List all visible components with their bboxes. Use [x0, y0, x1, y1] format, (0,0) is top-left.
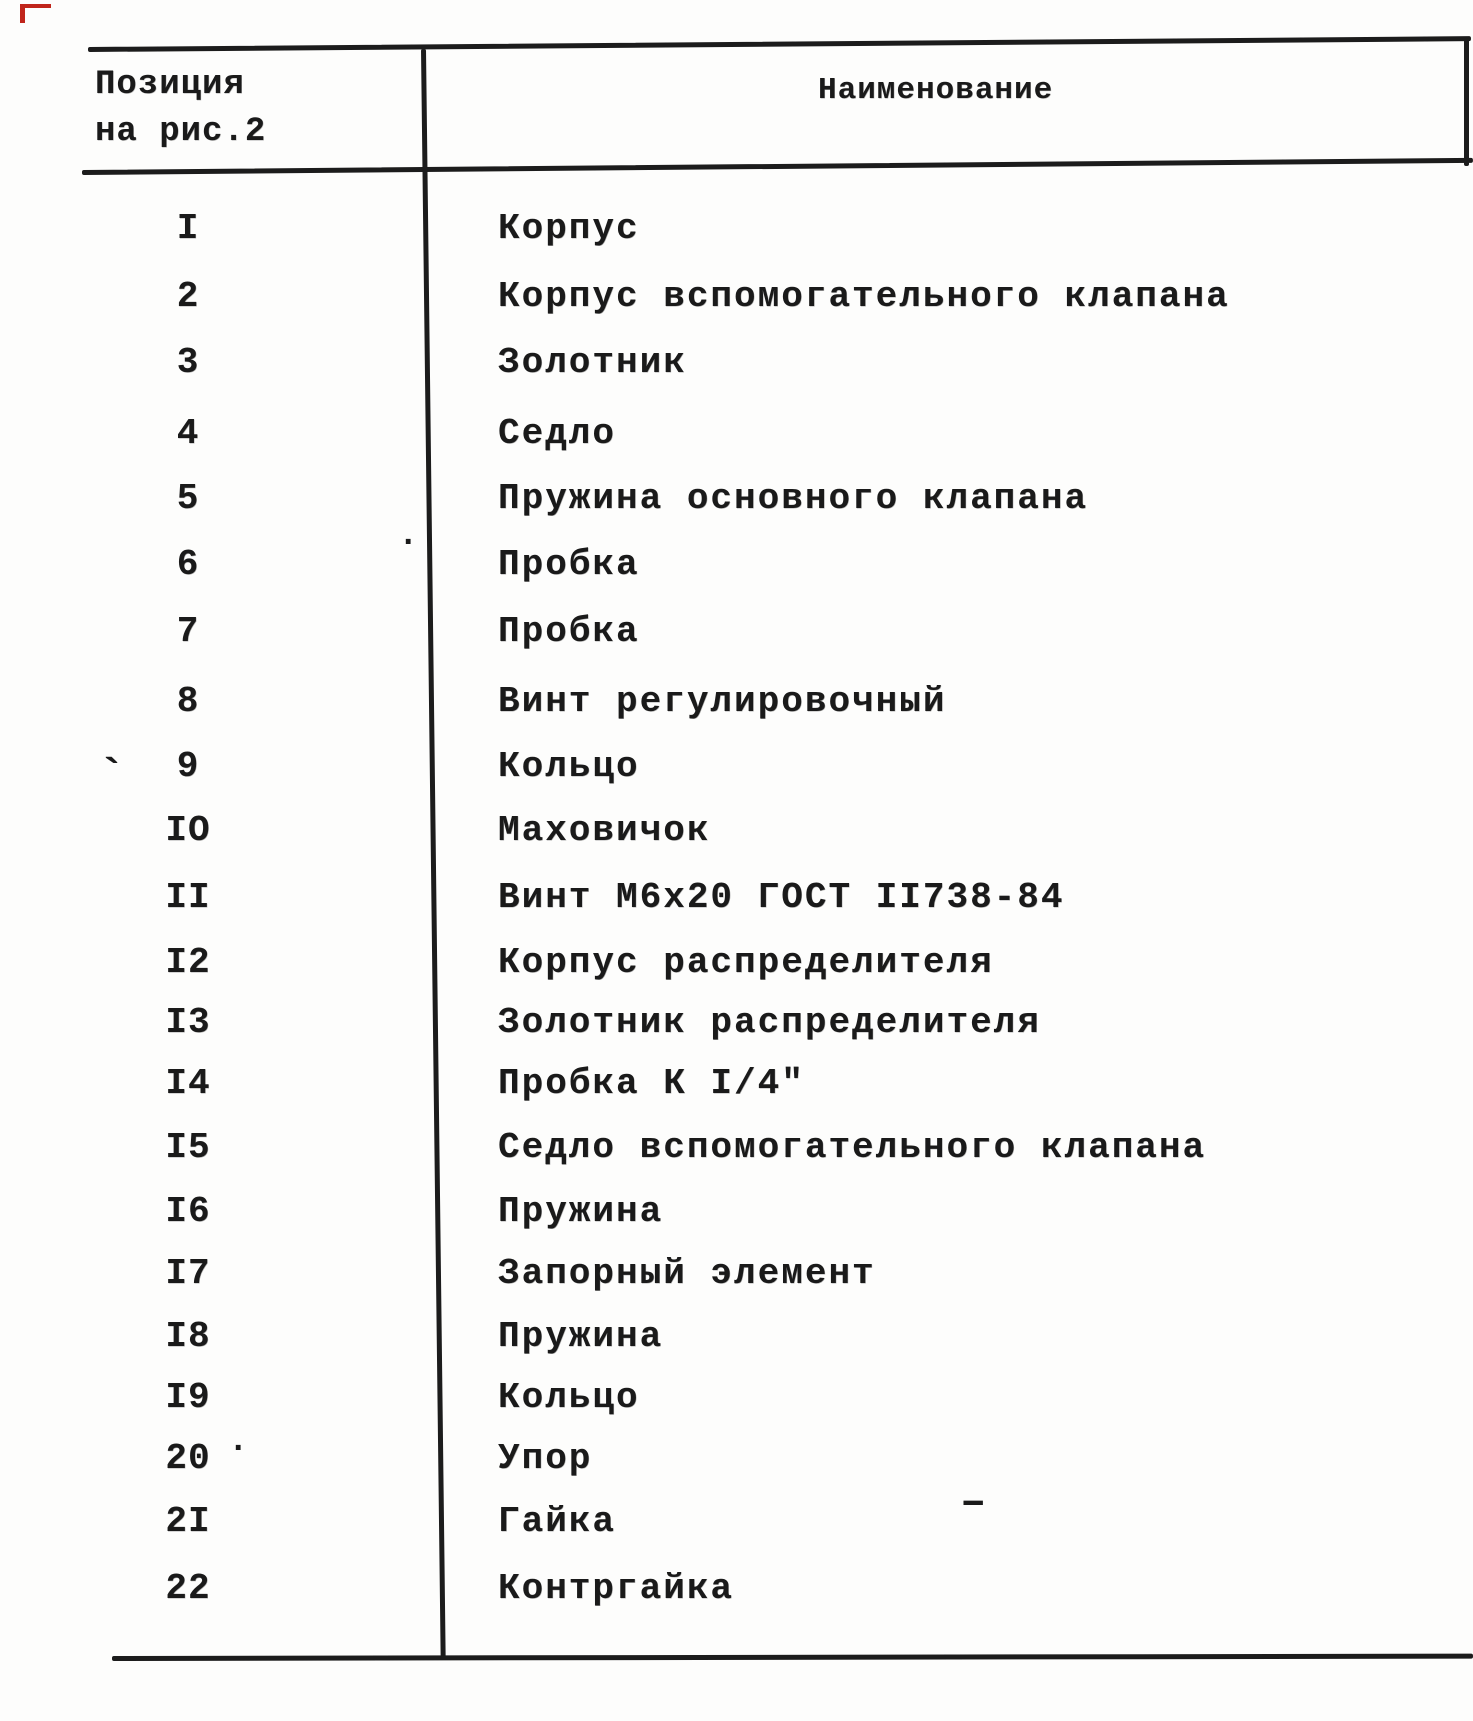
row-name: Золотник распределителя: [498, 1002, 1041, 1043]
row-position: IO: [165, 810, 211, 851]
row-position: I9: [165, 1377, 211, 1418]
table-row: [0, 544, 1473, 588]
row-position: 2: [176, 276, 200, 317]
row-name: Корпус: [498, 208, 640, 249]
row-position: I8: [165, 1316, 211, 1357]
ink-dot-mark: ·: [228, 1430, 249, 1468]
table-row: [0, 1191, 1473, 1235]
row-position: I4: [165, 1063, 211, 1104]
table-row: [0, 877, 1473, 921]
row-position: I3: [165, 1002, 211, 1043]
row-name: Кольцо: [498, 746, 640, 787]
table-row: [0, 1127, 1473, 1171]
row-position: 3: [176, 342, 200, 383]
ink-tick-mark: `: [98, 752, 126, 804]
row-name: Упор: [498, 1438, 593, 1479]
table-row: [0, 413, 1473, 457]
table-row: [0, 1438, 1473, 1482]
table-row: [0, 1002, 1473, 1046]
row-name: Контргайка: [498, 1568, 735, 1609]
table-row: [0, 746, 1473, 790]
row-name: Пробка К I/4": [498, 1063, 805, 1104]
row-position: 7: [176, 611, 200, 652]
header-position-line2: на рис.2: [95, 113, 267, 151]
header-name-column: Наименование: [818, 73, 1054, 108]
ink-dot-mark: ·: [398, 524, 419, 562]
row-position: I2: [165, 942, 211, 983]
row-position: I: [176, 208, 200, 249]
table-row: [0, 611, 1473, 655]
row-name: Корпус распределителя: [498, 942, 994, 983]
header-position-column: [95, 62, 266, 156]
row-name: Винт регулировочный: [498, 681, 947, 722]
table-top-border: [88, 36, 1471, 52]
row-position: 5: [176, 478, 200, 519]
header-position-line1: Позиция: [95, 66, 245, 104]
table-row: [0, 276, 1473, 320]
row-position: I7: [165, 1253, 211, 1294]
row-name: Корпус вспомогательного клапана: [498, 276, 1230, 317]
row-name: Пружина: [498, 1191, 664, 1232]
row-position: 4: [176, 413, 200, 454]
row-position: II: [165, 877, 211, 918]
row-name: Гайка: [498, 1501, 617, 1542]
row-name: Пружина: [498, 1316, 664, 1357]
row-position: 6: [176, 544, 200, 585]
row-position: I6: [165, 1191, 211, 1232]
table-bottom-border: [112, 1654, 1473, 1661]
row-position: 8: [176, 681, 200, 722]
table-row: [0, 1253, 1473, 1297]
row-name: Запорный элемент: [498, 1253, 876, 1294]
row-name: Кольцо: [498, 1377, 640, 1418]
row-name: Пружина основного клапана: [498, 478, 1089, 519]
row-name: Седло вспомогательного клапана: [498, 1127, 1207, 1168]
row-position: 2I: [165, 1501, 211, 1542]
row-position: 22: [165, 1568, 211, 1609]
red-corner-mark: [20, 4, 51, 23]
table-row: [0, 1377, 1473, 1421]
row-name: Пробка: [498, 611, 640, 652]
row-position: I5: [165, 1127, 211, 1168]
row-name: Маховичок: [498, 810, 711, 851]
table-row: [0, 1501, 1473, 1545]
row-position: 9: [176, 746, 200, 787]
table-row: [0, 342, 1473, 386]
table-row: [0, 1568, 1473, 1612]
table-row: [0, 1316, 1473, 1360]
table-row: [0, 478, 1473, 522]
row-name: Седло: [498, 413, 617, 454]
table-header-separator: [82, 158, 1473, 175]
row-name: Винт М6х20 ГОСТ II738-84: [498, 877, 1065, 918]
row-name: Пробка: [498, 544, 640, 585]
table-row: [0, 942, 1473, 986]
table-row: [0, 1063, 1473, 1107]
table-right-header-border: [1464, 38, 1469, 166]
table-row: [0, 208, 1473, 252]
row-name: Золотник: [498, 342, 687, 383]
table-row: [0, 810, 1473, 854]
ink-dash-mark: –: [960, 1478, 987, 1528]
row-position: 20: [165, 1438, 211, 1479]
table-row: [0, 681, 1473, 725]
